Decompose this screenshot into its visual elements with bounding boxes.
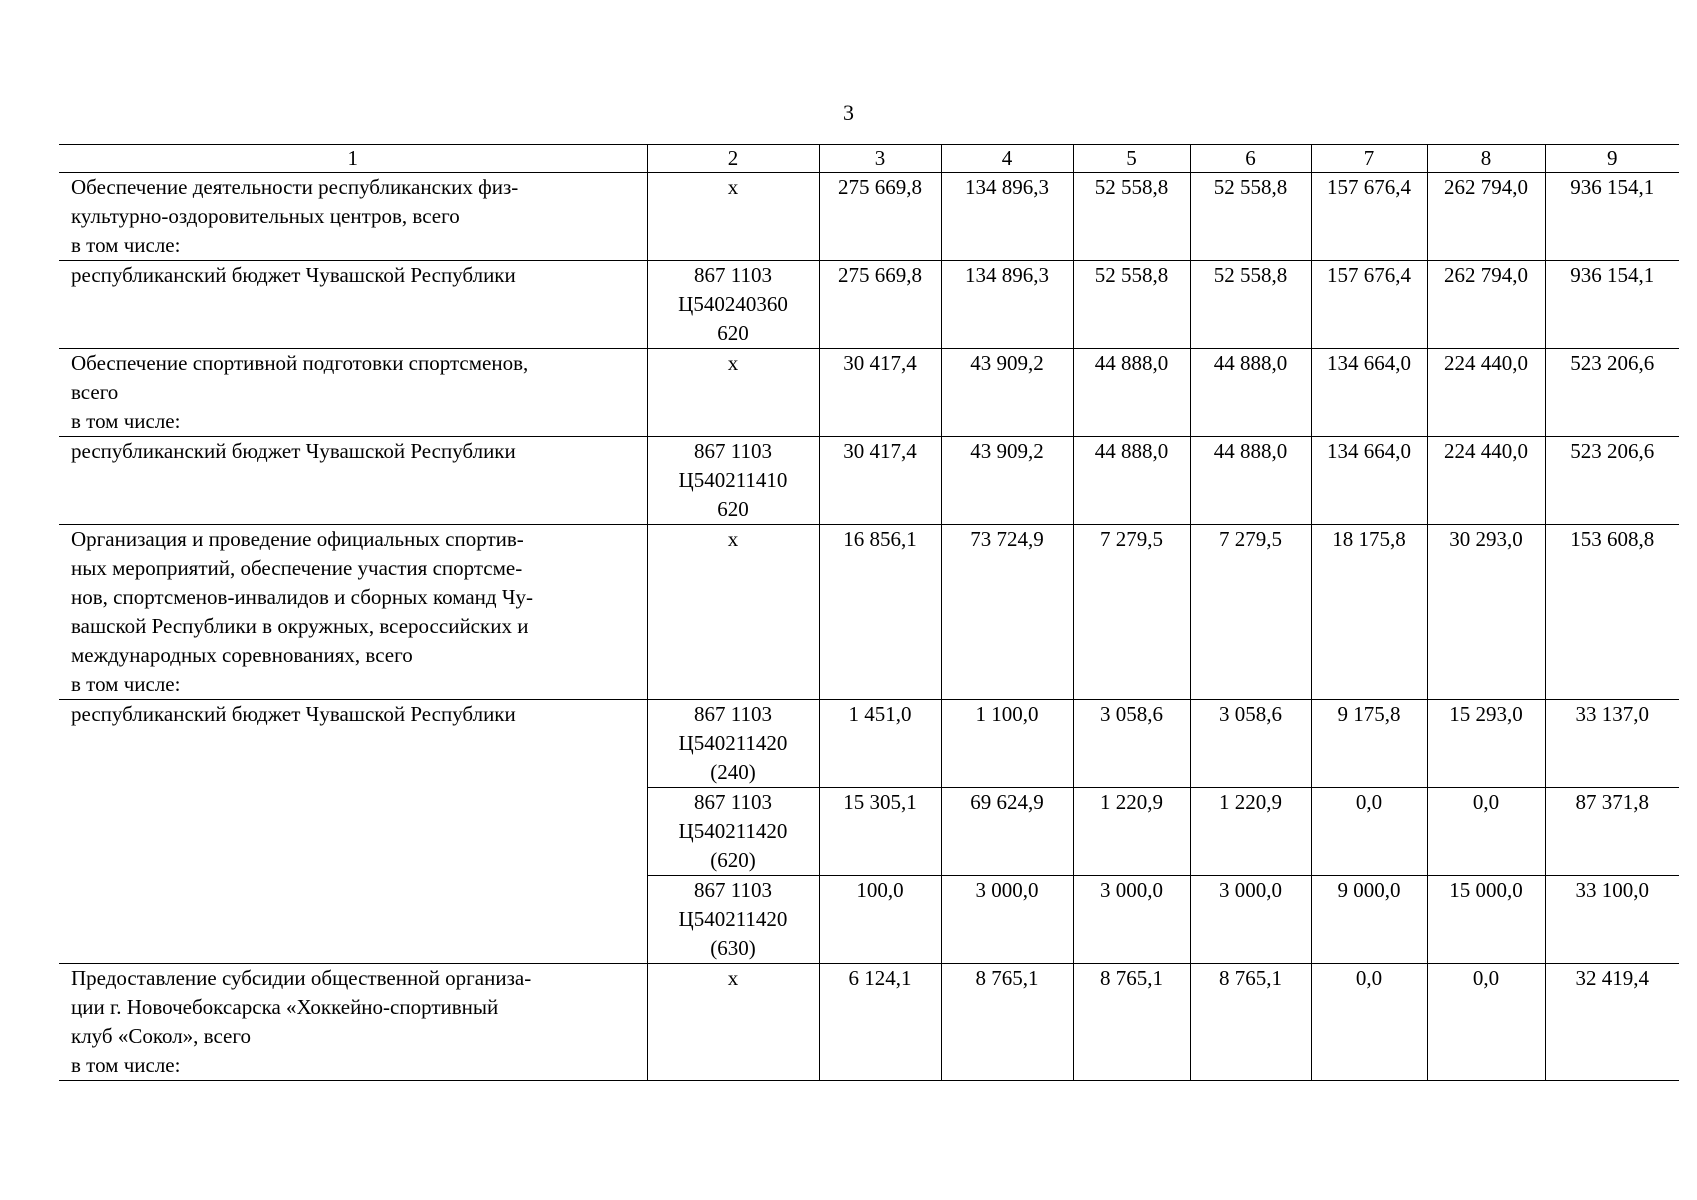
table-header-row <box>59 145 1679 173</box>
value-cell-col-7: 18 175,8 <box>1311 525 1427 700</box>
value-cell-col-4: 1 100,0 <box>941 700 1073 788</box>
budget-table <box>59 144 1679 1081</box>
value-cell-col-6: 52 558,8 <box>1190 261 1311 349</box>
value-cell-col-7: 157 676,4 <box>1311 173 1427 261</box>
value-cell-col-4: 134 896,3 <box>941 173 1073 261</box>
budget-code-line: Ц540211410 <box>678 468 788 492</box>
budget-code-line: Ц540240360 <box>678 292 788 316</box>
budget-code-line: (620) <box>710 848 756 872</box>
value-cell-col-3: 15 305,1 <box>819 788 941 876</box>
value-cell-col-7: 9 175,8 <box>1311 700 1427 788</box>
column-header: 1 <box>59 145 647 173</box>
budget-code-line: 867 1103 <box>694 702 772 726</box>
value-cell-col-3: 275 669,8 <box>819 261 941 349</box>
row-name-line: Обеспечение деятельности республиканских физ- <box>71 175 519 199</box>
row-name-line: в том числе: <box>71 672 181 696</box>
row-name-line: всего <box>71 380 119 404</box>
value-cell-col-4: 3 000,0 <box>941 876 1073 964</box>
row-name-cell <box>59 964 647 1081</box>
column-header: 8 <box>1427 145 1545 173</box>
budget-code-cell <box>647 437 819 525</box>
budget-code-line: 867 1103 <box>694 790 772 814</box>
value-cell-col-9: 523 206,6 <box>1545 437 1679 525</box>
value-cell-col-8: 15 293,0 <box>1427 700 1545 788</box>
row-name-line: в том числе: <box>71 409 181 433</box>
row-name-cell <box>59 525 647 700</box>
row-name-cell <box>59 700 647 964</box>
row-name-line: международных соревнованиях, всего <box>71 643 413 667</box>
value-cell-col-9: 33 100,0 <box>1545 876 1679 964</box>
value-cell-col-6: 8 765,1 <box>1190 964 1311 1081</box>
row-name-line: республиканский бюджет Чувашской Республики <box>71 702 516 726</box>
value-cell-col-4: 73 724,9 <box>941 525 1073 700</box>
column-header: 9 <box>1545 145 1679 173</box>
row-name-line: в том числе: <box>71 1053 181 1077</box>
value-cell-col-9: 153 608,8 <box>1545 525 1679 700</box>
budget-code-cell <box>647 700 819 788</box>
value-cell-col-6: 3 058,6 <box>1190 700 1311 788</box>
value-cell-col-5: 8 765,1 <box>1073 964 1190 1081</box>
budget-code-cell <box>647 525 819 700</box>
value-cell-col-3: 16 856,1 <box>819 525 941 700</box>
budget-code-cell <box>647 964 819 1081</box>
row-name-line: культурно-оздоровительных центров, всего <box>71 204 460 228</box>
row-name-line: в том числе: <box>71 233 181 257</box>
column-header: 4 <box>941 145 1073 173</box>
value-cell-col-3: 6 124,1 <box>819 964 941 1081</box>
budget-code-cell <box>647 173 819 261</box>
table-row <box>59 700 1679 788</box>
column-header: 7 <box>1311 145 1427 173</box>
row-name-line: Организация и проведение официальных спортив- <box>71 527 524 551</box>
budget-code-line: х <box>727 175 739 199</box>
value-cell-col-8: 15 000,0 <box>1427 876 1545 964</box>
column-header: 3 <box>819 145 941 173</box>
table-row <box>59 261 1679 349</box>
budget-code-cell <box>647 261 819 349</box>
budget-code-cell <box>647 876 819 964</box>
value-cell-col-7: 9 000,0 <box>1311 876 1427 964</box>
row-name-cell <box>59 261 647 349</box>
table-row <box>59 349 1679 437</box>
value-cell-col-4: 69 624,9 <box>941 788 1073 876</box>
budget-code-line: х <box>727 351 739 375</box>
value-cell-col-8: 262 794,0 <box>1427 261 1545 349</box>
value-cell-col-8: 224 440,0 <box>1427 349 1545 437</box>
value-cell-col-9: 33 137,0 <box>1545 700 1679 788</box>
value-cell-col-8: 224 440,0 <box>1427 437 1545 525</box>
value-cell-col-5: 3 058,6 <box>1073 700 1190 788</box>
value-cell-col-7: 134 664,0 <box>1311 349 1427 437</box>
row-name-line: клуб «Сокол», всего <box>71 1024 251 1048</box>
row-name-line: Предоставление субсидии общественной организа- <box>71 966 532 990</box>
value-cell-col-6: 1 220,9 <box>1190 788 1311 876</box>
budget-code-cell <box>647 349 819 437</box>
row-name-line: республиканский бюджет Чувашской Республики <box>71 263 516 287</box>
column-header: 5 <box>1073 145 1190 173</box>
value-cell-col-3: 30 417,4 <box>819 349 941 437</box>
value-cell-col-7: 0,0 <box>1311 788 1427 876</box>
row-name-line: ции г. Новочебоксарска «Хоккейно-спортивный <box>71 995 499 1019</box>
value-cell-col-7: 157 676,4 <box>1311 261 1427 349</box>
value-cell-col-6: 44 888,0 <box>1190 349 1311 437</box>
value-cell-col-9: 523 206,6 <box>1545 349 1679 437</box>
value-cell-col-6: 3 000,0 <box>1190 876 1311 964</box>
value-cell-col-3: 275 669,8 <box>819 173 941 261</box>
value-cell-col-5: 52 558,8 <box>1073 261 1190 349</box>
value-cell-col-9: 32 419,4 <box>1545 964 1679 1081</box>
row-name-line: ных мероприятий, обеспечение участия спортсме- <box>71 556 523 580</box>
budget-code-line: 867 1103 <box>694 439 772 463</box>
budget-code-line: 867 1103 <box>694 878 772 902</box>
row-name-cell <box>59 437 647 525</box>
budget-code-line: (240) <box>710 760 756 784</box>
value-cell-col-7: 0,0 <box>1311 964 1427 1081</box>
value-cell-col-9: 936 154,1 <box>1545 261 1679 349</box>
table-row <box>59 437 1679 525</box>
page-number: 3 <box>843 100 854 125</box>
value-cell-col-7: 134 664,0 <box>1311 437 1427 525</box>
budget-code-line: Ц540211420 <box>678 907 788 931</box>
budget-code-line: х <box>727 527 739 551</box>
row-name-cell <box>59 173 647 261</box>
value-cell-col-8: 262 794,0 <box>1427 173 1545 261</box>
column-header: 2 <box>647 145 819 173</box>
value-cell-col-6: 52 558,8 <box>1190 173 1311 261</box>
budget-code-line: 620 <box>717 497 749 521</box>
budget-code-cell <box>647 788 819 876</box>
value-cell-col-8: 30 293,0 <box>1427 525 1545 700</box>
column-header: 6 <box>1190 145 1311 173</box>
budget-code-line: Ц540211420 <box>678 819 788 843</box>
value-cell-col-5: 44 888,0 <box>1073 437 1190 525</box>
value-cell-col-9: 87 371,8 <box>1545 788 1679 876</box>
budget-code-line: 867 1103 <box>694 263 772 287</box>
value-cell-col-8: 0,0 <box>1427 788 1545 876</box>
value-cell-col-9: 936 154,1 <box>1545 173 1679 261</box>
value-cell-col-6: 44 888,0 <box>1190 437 1311 525</box>
value-cell-col-3: 30 417,4 <box>819 437 941 525</box>
row-name-cell <box>59 349 647 437</box>
value-cell-col-5: 44 888,0 <box>1073 349 1190 437</box>
row-name-line: нов, спортсменов-инвалидов и сборных команд Чу- <box>71 585 533 609</box>
row-name-line: вашской Республики в окружных, всероссийских и <box>71 614 529 638</box>
row-name-line: Обеспечение спортивной подготовки спортсменов, <box>71 351 529 375</box>
table-row <box>59 964 1679 1081</box>
value-cell-col-4: 43 909,2 <box>941 437 1073 525</box>
row-name-line: республиканский бюджет Чувашской Республики <box>71 439 516 463</box>
value-cell-col-3: 1 451,0 <box>819 700 941 788</box>
value-cell-col-3: 100,0 <box>819 876 941 964</box>
value-cell-col-5: 52 558,8 <box>1073 173 1190 261</box>
table-row <box>59 173 1679 261</box>
value-cell-col-5: 1 220,9 <box>1073 788 1190 876</box>
value-cell-col-4: 8 765,1 <box>941 964 1073 1081</box>
budget-code-line: (630) <box>710 936 756 960</box>
table-row <box>59 525 1679 700</box>
budget-code-line: х <box>727 966 739 990</box>
value-cell-col-4: 43 909,2 <box>941 349 1073 437</box>
value-cell-col-5: 7 279,5 <box>1073 525 1190 700</box>
value-cell-col-6: 7 279,5 <box>1190 525 1311 700</box>
value-cell-col-8: 0,0 <box>1427 964 1545 1081</box>
budget-code-line: Ц540211420 <box>678 731 788 755</box>
value-cell-col-4: 134 896,3 <box>941 261 1073 349</box>
budget-code-line: 620 <box>717 321 749 345</box>
value-cell-col-5: 3 000,0 <box>1073 876 1190 964</box>
